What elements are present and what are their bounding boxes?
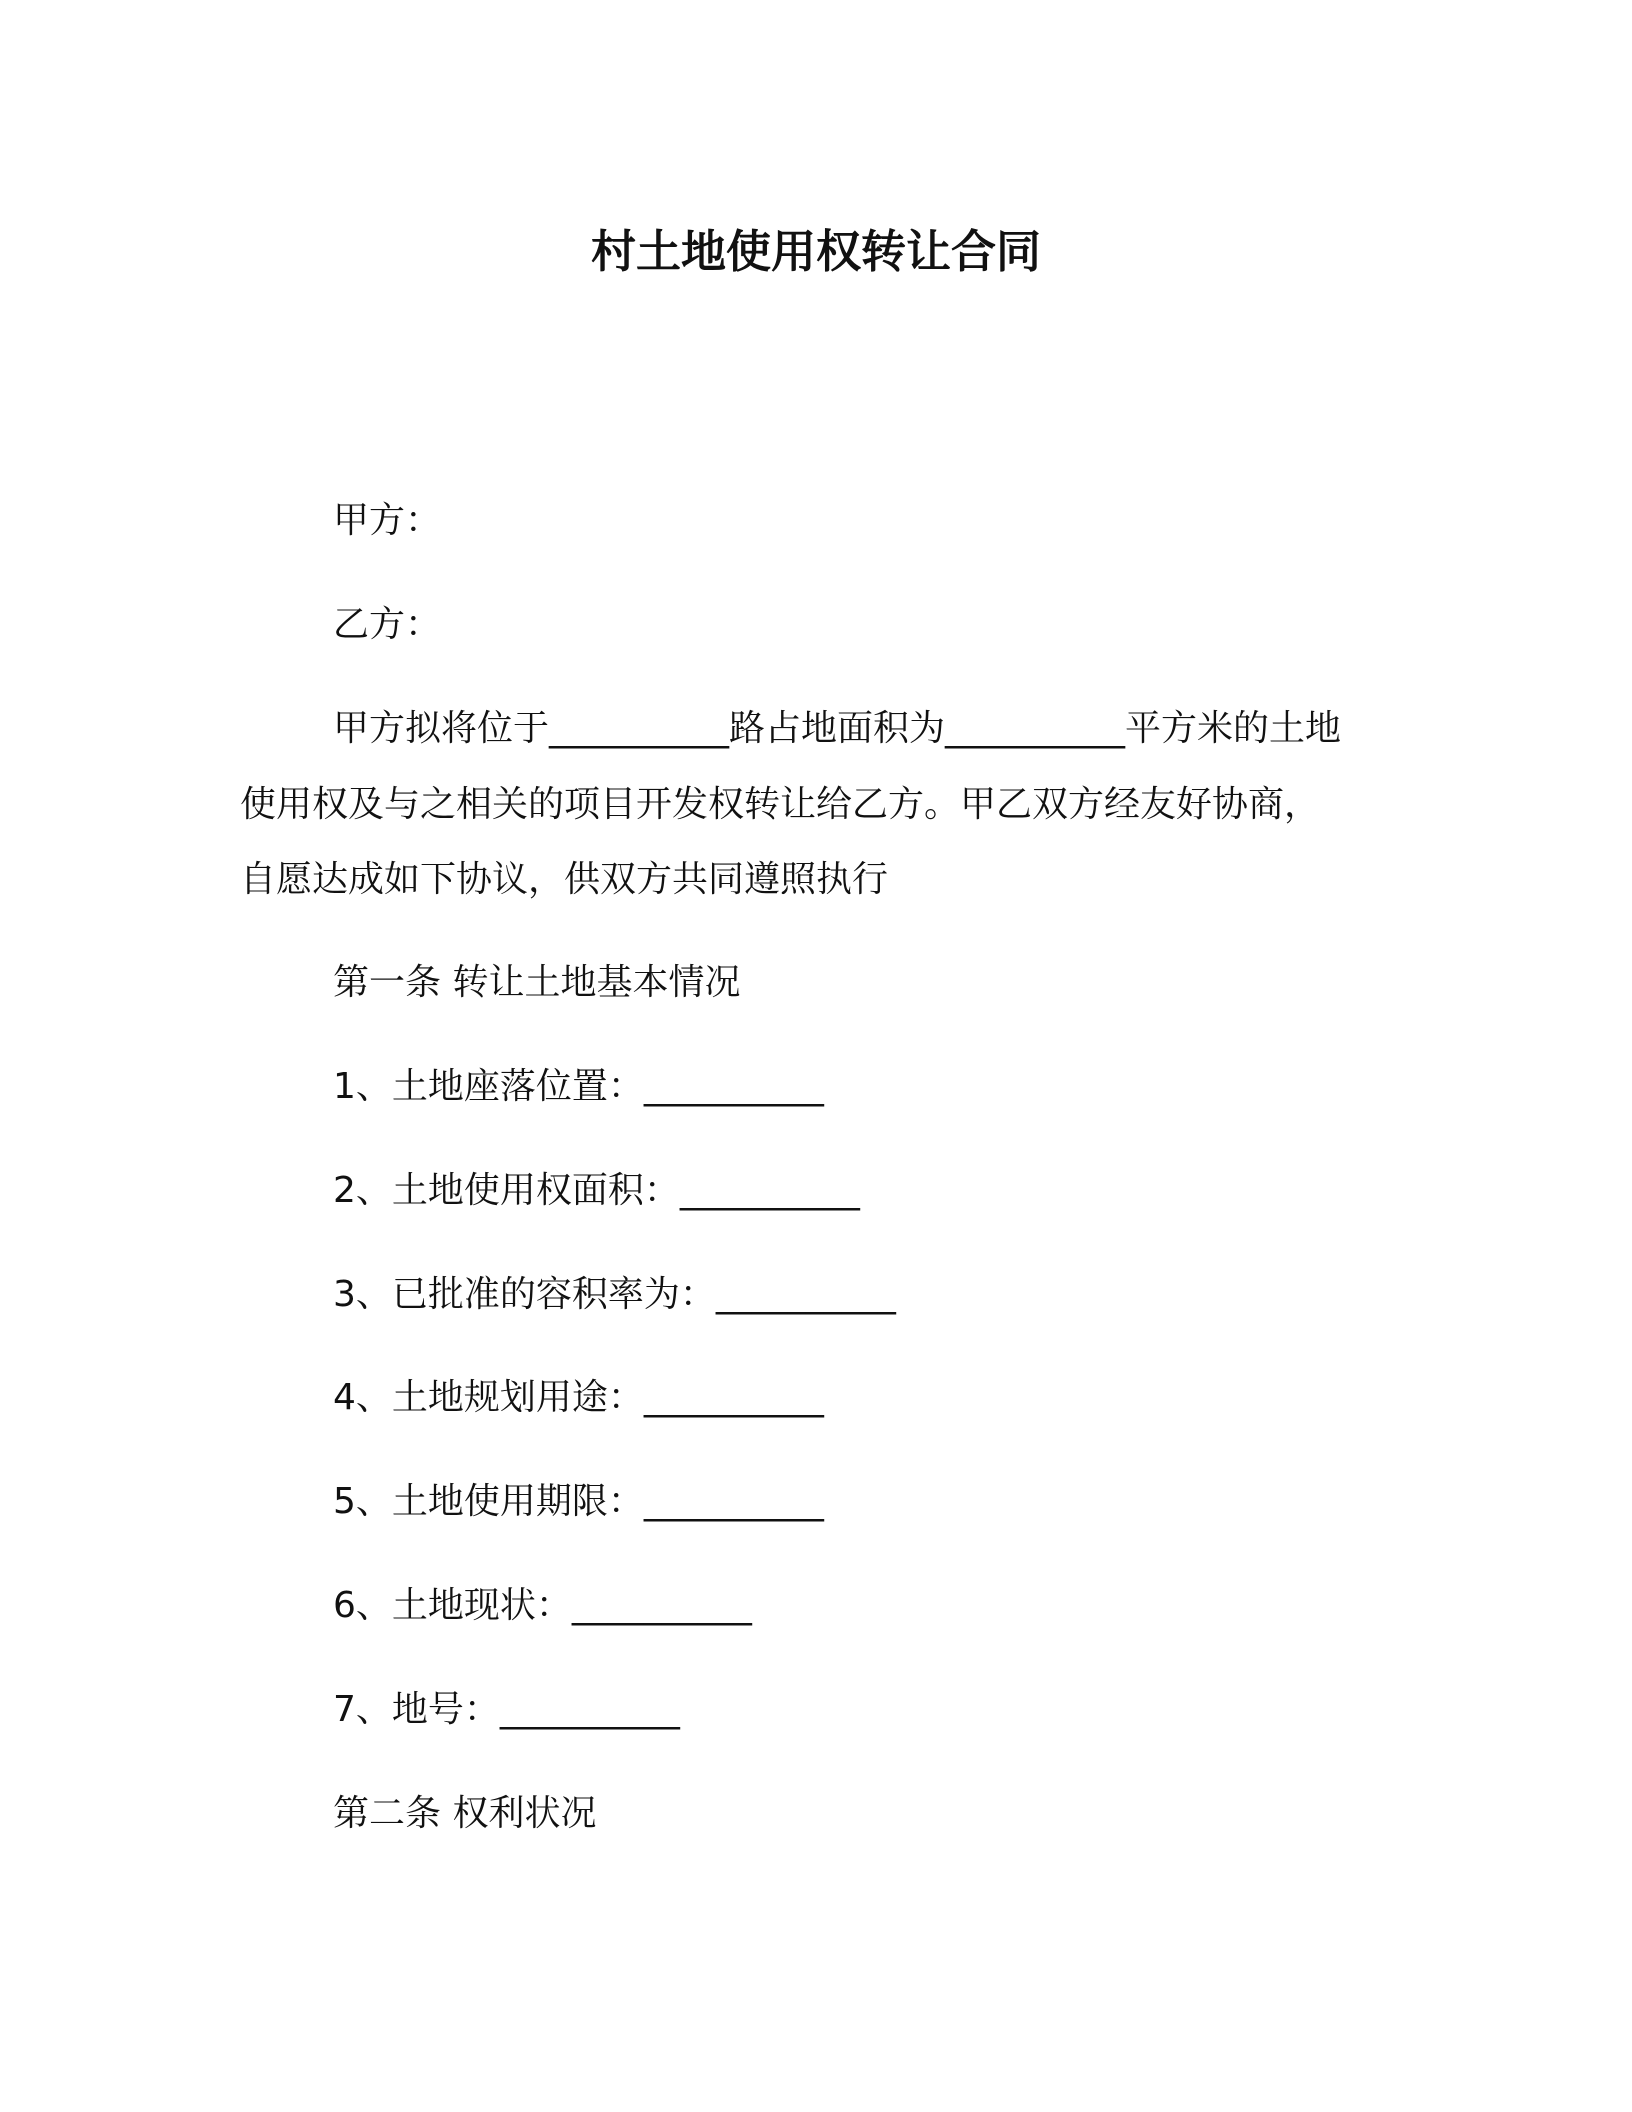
intro-paragraph-line-3: 自愿达成如下协议，供双方共同遵照执行 bbox=[240, 859, 889, 900]
party-a-label: 甲方： bbox=[333, 500, 442, 541]
intro-paragraph-line-2: 使用权及与之相关的项目开发权转让给乙方。甲乙双方经友好协商， bbox=[240, 784, 1321, 825]
article-2-heading: 第二条 权利状况 bbox=[333, 1793, 597, 1834]
intro-paragraph-line-1: 甲方拟将位于__________路占地面积为__________平方米的土地 bbox=[333, 708, 1342, 749]
document-title: 村土地使用权转让合同 bbox=[590, 225, 1041, 278]
article-1-item: 1、土地座落位置：__________ bbox=[333, 1066, 824, 1107]
article-1-item: 3、已批准的容积率为：__________ bbox=[333, 1274, 896, 1315]
article-1-item: 7、地号：__________ bbox=[333, 1689, 680, 1730]
party-b-label: 乙方： bbox=[333, 604, 442, 645]
article-1-item: 6、土地现状：__________ bbox=[333, 1585, 752, 1626]
article-1-item: 5、土地使用期限：__________ bbox=[333, 1481, 824, 1522]
article-1-item: 2、土地使用权面积：__________ bbox=[333, 1170, 860, 1211]
article-1-item: 4、土地规划用途：__________ bbox=[333, 1377, 824, 1418]
article-1-heading: 第一条 转让土地基本情况 bbox=[333, 962, 741, 1003]
